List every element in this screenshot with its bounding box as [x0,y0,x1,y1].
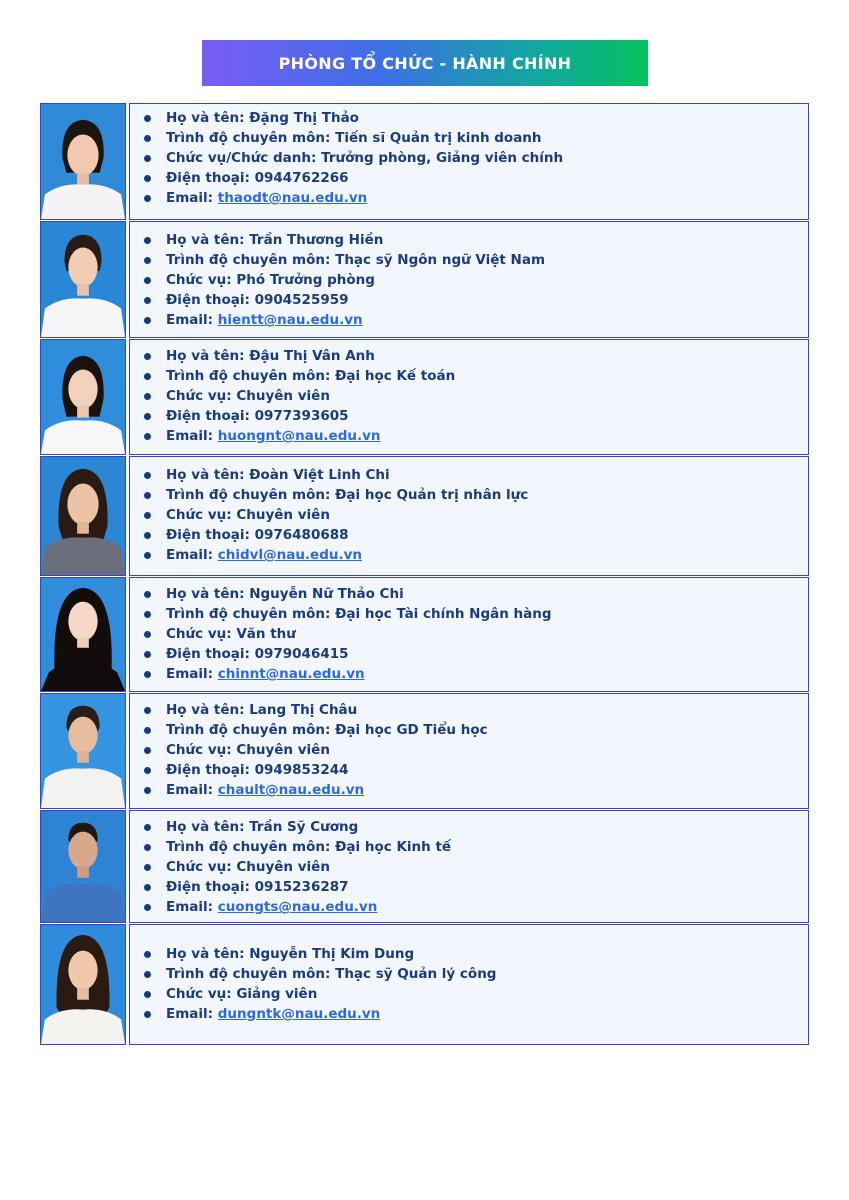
staff-degree: Trình độ chuyên môn: Đại học Kinh tế [142,837,800,857]
staff-photo [40,103,126,220]
staff-info-box [129,339,809,455]
staff-email-row [142,545,800,565]
email-link[interactable]: huongnt@nau.edu.vn [217,428,381,444]
email-label: Email: [166,782,218,798]
staff-card [40,339,809,455]
portrait-icon [41,222,125,337]
staff-card [40,221,809,338]
staff-info-list [142,465,800,565]
staff-card [40,693,809,809]
staff-photo [40,693,126,809]
staff-card [40,103,809,220]
email-link[interactable]: chinnt@nau.edu.vn [217,666,365,682]
staff-position: Chức vụ: Phó Trưởng phòng [142,270,800,290]
staff-info-list [142,944,800,1024]
staff-info-box [129,456,809,576]
staff-degree: Trình độ chuyên môn: Đại học Tài chính Ngân hàng [142,604,800,624]
staff-phone: Điện thoại: 0976480688 [142,525,800,545]
staff-position: Chức vụ: Văn thư [142,624,800,644]
staff-position: Chức vụ: Chuyên viên [142,857,800,877]
portrait-icon [41,340,125,454]
email-link[interactable]: cuongts@nau.edu.vn [217,899,378,915]
staff-card [40,924,809,1045]
staff-degree: Trình độ chuyên môn: Đại học GD Tiểu học [142,720,800,740]
email-link[interactable]: thaodt@nau.edu.vn [217,190,368,206]
staff-phone: Điện thoại: 0979046415 [142,644,800,664]
staff-name: Họ và tên: Nguyễn Thị Kim Dung [142,944,800,964]
staff-phone: Điện thoại: 0977393605 [142,406,800,426]
staff-info-box [129,693,809,809]
staff-email-row [142,426,800,446]
portrait-icon [41,457,125,575]
portrait-icon [41,694,125,808]
portrait-icon [41,578,125,691]
staff-degree: Trình độ chuyên môn: Đại học Kế toán [142,366,800,386]
staff-info-list [142,230,800,330]
staff-name: Họ và tên: Đặng Thị Thảo [142,108,800,128]
staff-name: Họ và tên: Đậu Thị Vân Anh [142,346,800,366]
staff-photo [40,924,126,1045]
email-label: Email: [166,899,218,915]
staff-phone: Điện thoại: 0949853244 [142,760,800,780]
staff-info-list [142,817,800,917]
portrait-icon [41,925,125,1044]
staff-card [40,577,809,692]
staff-photo [40,456,126,576]
email-label: Email: [166,547,218,563]
email-link[interactable]: chault@nau.edu.vn [217,782,365,798]
staff-name: Họ và tên: Trần Sỹ Cương [142,817,800,837]
staff-position: Chức vụ: Giảng viên [142,984,800,1004]
staff-name: Họ và tên: Nguyễn Nữ Thảo Chi [142,584,800,604]
staff-photo [40,577,126,692]
staff-degree: Trình độ chuyên môn: Thạc sỹ Ngôn ngữ Việt Nam [142,250,800,270]
staff-email-row [142,1004,800,1024]
staff-info-box [129,924,809,1045]
email-label: Email: [166,666,218,682]
staff-info-box [129,810,809,923]
staff-email-row [142,780,800,800]
staff-info-list [142,346,800,446]
staff-photo [40,810,126,923]
staff-email-row [142,664,800,684]
staff-position: Chức vụ/Chức danh: Trưởng phòng, Giảng viên chính [142,148,800,168]
email-link[interactable]: hientt@nau.edu.vn [217,312,363,328]
staff-info-list [142,108,800,208]
staff-email-row [142,897,800,917]
staff-info-list [142,584,800,684]
staff-position: Chức vụ: Chuyên viên [142,505,800,525]
email-link[interactable]: chidvl@nau.edu.vn [217,547,363,563]
email-label: Email: [166,190,218,206]
staff-degree: Trình độ chuyên môn: Thạc sỹ Quản lý công [142,964,800,984]
staff-name: Họ và tên: Trần Thương Hiền [142,230,800,250]
staff-position: Chức vụ: Chuyên viên [142,386,800,406]
page-title: PHÒNG TỔ CHỨC - HÀNH CHÍNH [278,53,572,73]
staff-email-row [142,188,800,208]
staff-name: Họ và tên: Lang Thị Châu [142,700,800,720]
staff-position: Chức vụ: Chuyên viên [142,740,800,760]
email-label: Email: [166,1006,218,1022]
staff-phone: Điện thoại: 0944762266 [142,168,800,188]
email-link[interactable]: dungntk@nau.edu.vn [217,1006,381,1022]
staff-email-row [142,310,800,330]
staff-degree: Trình độ chuyên môn: Tiến sĩ Quản trị kinh doanh [142,128,800,148]
staff-photo [40,339,126,455]
email-label: Email: [166,428,218,444]
staff-name: Họ và tên: Đoàn Việt Linh Chi [142,465,800,485]
staff-phone: Điện thoại: 0904525959 [142,290,800,310]
staff-info-box [129,221,809,338]
staff-photo [40,221,126,338]
staff-card [40,456,809,576]
staff-phone: Điện thoại: 0915236287 [142,877,800,897]
portrait-icon [41,811,125,922]
staff-info-box [129,103,809,220]
email-label: Email: [166,312,218,328]
staff-info-box [129,577,809,692]
staff-degree: Trình độ chuyên môn: Đại học Quản trị nhân lực [142,485,800,505]
page-title-banner [202,40,648,86]
staff-info-list [142,700,800,800]
portrait-icon [41,104,125,219]
staff-card [40,810,809,923]
